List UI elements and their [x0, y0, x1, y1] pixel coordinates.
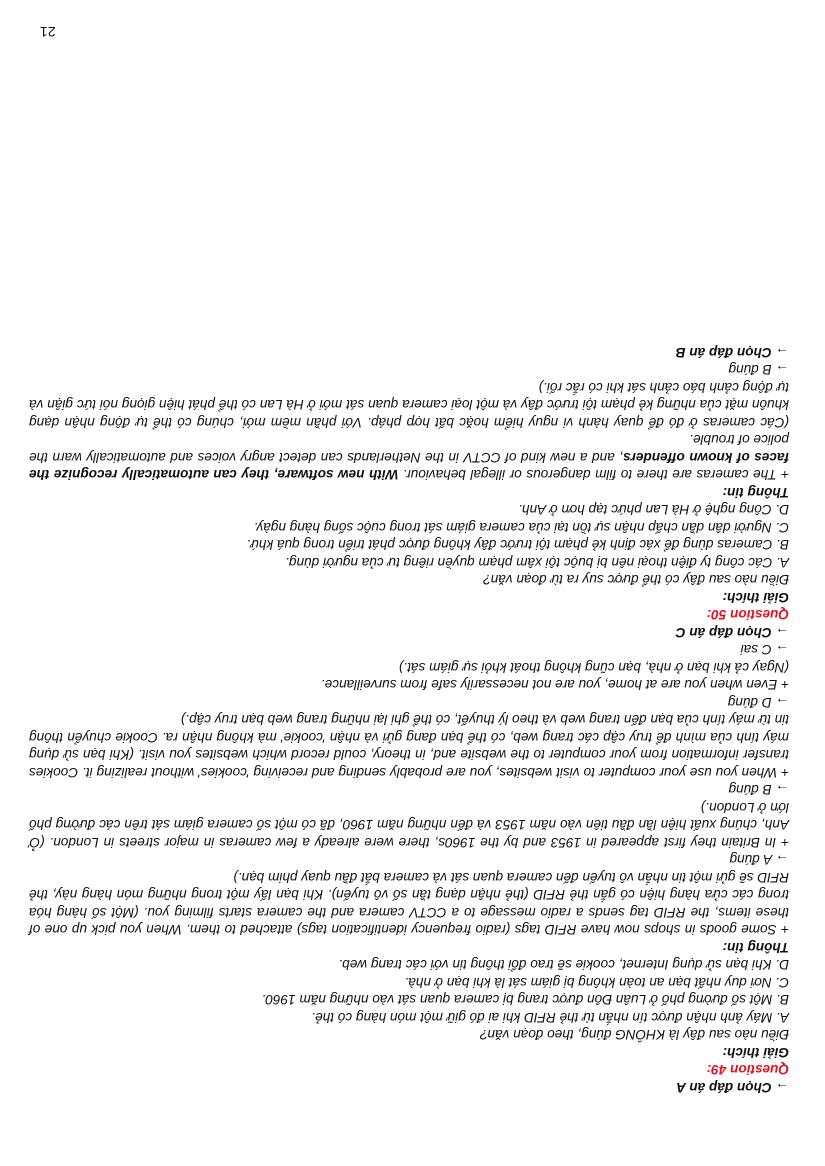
q49-verdict-2: → B đúng: [728, 782, 789, 798]
q49-evidence-2-vi: (Ở Anh, chúng xuất hiện lần đầu tiên vào năm 1953 và đến những năm 1960, đã có một số camera giám sát trên các đường phố lớn ở London.): [29, 800, 789, 850]
q49-evidence-3-vi: (Khi bạn sử dụng máy tính của mình để truy cập các trang web, có thể bạn đang gửi và nhận 'cookie' mà không nhận ra. Cookie chuyển thông tin từ máy tính của bạn đến trang web và theo lý thuyết, có thể ghi lại những trang web bạn truy cập.): [29, 712, 789, 763]
q50-evidence-1: [29, 431, 789, 484]
q49-option-b: B. Một số đường phố ở Luân Đôn được trang bị camera quan sát vào những năm 1960.: [261, 992, 789, 1008]
q49-explain-label: Giải thích:: [722, 1045, 789, 1060]
q49-heading: Question 49:: [706, 1062, 789, 1078]
q49-evidence-4-vi: (Ngay cả khi bạn ở nhà, bạn cũng không thoát khỏi sự giám sát.): [398, 660, 789, 675]
q50-evidence-1-en-b: , and a new kind of CCTV in the Netherlands can detect angry voices and automatically warn the police of trouble.: [29, 432, 789, 465]
q49-evidence-2: [29, 799, 789, 852]
q49-verdict-1: → A đúng: [729, 852, 789, 868]
q49-verdict-4: → C sai: [740, 642, 789, 658]
document-content: [29, 344, 789, 1097]
q49-answer: → Chọn đáp án C: [675, 625, 789, 640]
q50-option-d: D. Công nghệ ở Hà Lan phức tạp hơn ở Anh.: [518, 502, 789, 518]
q50-info-label: Thông tin:: [722, 485, 789, 500]
q49-evidence-1-en: + Some goods in shops now have RFID tags (radio frequency identification tags) attached to them. When you pick up one of these items, the RFID tag sends a radio message to a CCTV camera and the camera starts filming you.: [29, 905, 789, 938]
q49-evidence-2-en: + In Britain they first appeared in 1953 and by the 1960s, there were already a few cameras in major streets in London.: [49, 835, 789, 850]
q49-evidence-4-en: + Even when you are at home, you are not necessarily safe from surveillance.: [320, 677, 789, 693]
q50-evidence-1-en-a: + The cameras are there to film dangerous or illegal behaviour.: [398, 467, 789, 483]
q49-verdict-3: → D đúng: [727, 695, 789, 710]
q50-option-c: C. Người dân dần chấp nhận sự tồn tại của camera giám sát trong cuộc sống hàng ngày.: [253, 520, 789, 535]
q50-option-a: A. Các công ty điện thoại nên bị buộc tội xâm phạm quyền riêng tư của người dùng.: [285, 555, 789, 570]
q49-evidence-1: [29, 869, 789, 939]
q50-evidence-1-vi: (Các cameras ở đó để quay hành vi nguy hiểm hoặc bất hợp pháp. Với phần mềm mới, chúng có thể tự động nhận dạng khuôn mặt của những kẻ phạm tội trước đây và một loại camera quan sát mới ở Hà Lan có thể phát hiện giọng nói tức giận và tự động cảnh báo cảnh sát khi có rắc rối.): [29, 380, 789, 430]
q50-verdict-1: → B đúng: [728, 362, 789, 378]
q49-option-a: A. Máy ảnh nhận được tín nhắn từ thẻ RFID khi ai đó giữ một món hàng có thẻ.: [311, 1010, 789, 1025]
q50-question: Điều nào sau đây có thể được suy ra từ đoạn văn?: [483, 572, 789, 588]
q50-explain-label: Giải thích:: [722, 590, 789, 605]
page-number: 21: [40, 24, 56, 40]
q49-evidence-1-vi: (Một số hàng hóa trong các cửa hàng hiện có gắn thẻ RFID (thẻ nhận dạng tần số vô tuyến). Khi bạn lấy một trong những món hàng này, thẻ RFID sẽ gửi một tin nhắn vô tuyến đến camera quan sát và camera bắt đầu quay phim bạn.): [29, 870, 789, 920]
q49-info-label: Thông tin:: [722, 940, 789, 955]
q50-answer: → Chọn đáp án B: [675, 345, 789, 360]
q49-evidence-3-en: + When you use your computer to visit websites, you are probably sending and receiving 'cookies' without realizing it. Cookies transfer information from your computer to the website and, in theory, could record which websites you visit.: [29, 747, 789, 780]
q50-evidence-1-en-bold: With new software, they can automatically recognize the faces of known offenders: [29, 450, 789, 483]
q49-evidence-3: [29, 711, 789, 781]
q50-heading: Question 50:: [706, 607, 789, 623]
q49-question: Điều nào sau đây là KHÔNG đúng, theo đoạn văn?: [479, 1027, 789, 1043]
q48-answer: → Chọn đáp án A: [676, 1080, 789, 1095]
q49-option-d: D. Khi bạn sử dụng Internet, cookie sẽ trao đổi thông tin với các trang web.: [338, 957, 789, 973]
q50-option-b: B. Cameras dùng để xác định kẻ phạm tội trước đây không được phát triển trong quá khứ.: [246, 537, 789, 553]
q49-option-c: C. Nơi duy nhất bạn an toàn không bị giám sát là khi bạn ở nhà.: [404, 975, 789, 990]
